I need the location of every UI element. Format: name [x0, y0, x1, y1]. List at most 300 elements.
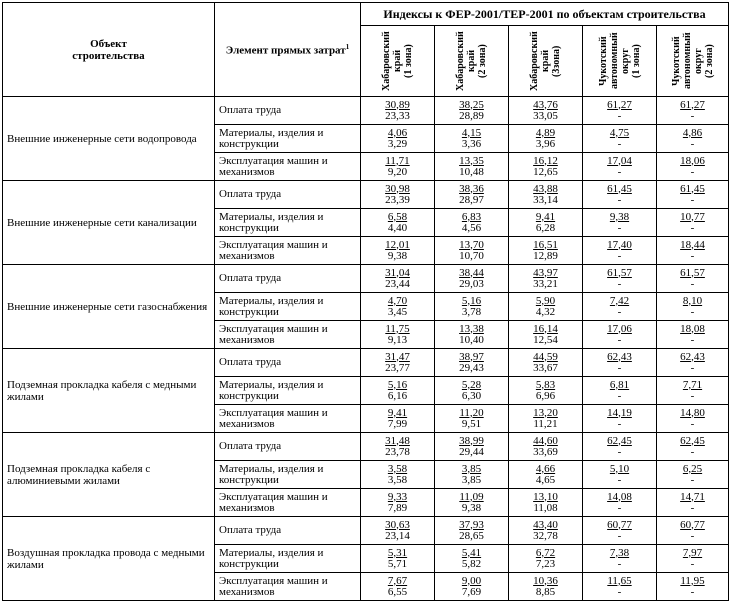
index-fer: 61,57: [607, 266, 632, 279]
index-value: [583, 545, 657, 573]
index-value: [435, 405, 509, 433]
index-ter: -: [690, 193, 695, 206]
index-value: [361, 293, 435, 321]
index-ter: 33,14: [533, 193, 558, 206]
index-value: [361, 377, 435, 405]
index-value: [509, 517, 583, 545]
index-value: [435, 293, 509, 321]
index-ter: -: [690, 137, 695, 150]
index-value: [657, 517, 729, 545]
index-fer: 61,27: [680, 98, 705, 111]
index-value: [435, 377, 509, 405]
index-ter: -: [690, 221, 695, 234]
index-value: [583, 461, 657, 489]
index-fer: 61,57: [680, 266, 705, 279]
index-ter: -: [617, 137, 622, 150]
element-column-header: Элемент прямых затрат$^1$: [215, 3, 361, 97]
index-ter: 28,65: [459, 529, 484, 542]
index-ter: -: [690, 333, 695, 346]
indices-table: [2, 2, 729, 601]
table-row: [3, 265, 729, 293]
index-fer: 13,38: [459, 322, 484, 335]
index-value: [583, 97, 657, 125]
index-ter: 3,96: [535, 137, 556, 150]
index-ter: 11,08: [533, 501, 558, 514]
index-ter: 33,05: [533, 109, 558, 122]
index-fer: 8,10: [682, 294, 703, 307]
index-fer: 62,45: [607, 434, 632, 447]
index-value: [435, 461, 509, 489]
index-ter: 10,48: [459, 165, 484, 178]
index-value: [657, 153, 729, 181]
index-fer: 4,89: [535, 126, 556, 139]
index-ter: 29,43: [459, 361, 484, 374]
object-name: Внешние инженерные сети газоснабжения: [3, 265, 215, 349]
index-ter: 23,39: [385, 193, 410, 206]
index-ter: 33,21: [533, 277, 558, 290]
index-value: [583, 517, 657, 545]
index-fer: 5,90: [535, 294, 556, 307]
index-fer: 30,63: [385, 518, 410, 531]
index-value: [583, 181, 657, 209]
index-ter: -: [690, 529, 695, 542]
cost-element: Эксплуатация машин и механизмов: [215, 321, 361, 349]
index-fer: 44,60: [533, 434, 558, 447]
index-value: [361, 405, 435, 433]
index-ter: 11,21: [533, 417, 558, 430]
index-fer: 7,97: [682, 546, 703, 559]
index-fer: 62,43: [607, 350, 632, 363]
index-ter: 33,69: [533, 445, 558, 458]
index-fer: 14,71: [680, 490, 705, 503]
index-value: [657, 405, 729, 433]
index-ter: -: [690, 305, 695, 318]
index-ter: 28,97: [459, 193, 484, 206]
cost-element: Материалы, изделия и конструкции: [215, 461, 361, 489]
cost-element: Эксплуатация машин и механизмов: [215, 573, 361, 601]
table-row: [3, 97, 729, 125]
index-ter: -: [617, 109, 622, 122]
index-value: [509, 265, 583, 293]
index-fer: 11,65: [607, 574, 632, 587]
index-fer: 3,85: [461, 462, 482, 475]
index-fer: 3,58: [387, 462, 408, 475]
indices-header: Индексы к ФЕР-2001/ТЕР-2001 по объектам строительства: [361, 3, 729, 26]
object-name: Внешние инженерные сети водопровода: [3, 97, 215, 181]
index-ter: 7,23: [535, 557, 556, 570]
index-ter: 10,40: [459, 333, 484, 346]
index-value: [583, 573, 657, 601]
index-value: [583, 349, 657, 377]
index-value: [361, 517, 435, 545]
index-value: [435, 265, 509, 293]
index-ter: 3,58: [387, 473, 408, 486]
index-fer: 16,14: [533, 322, 558, 335]
index-ter: 9,38: [461, 501, 482, 514]
index-fer: 11,20: [459, 406, 484, 419]
index-value: [435, 573, 509, 601]
index-ter: -: [617, 193, 622, 206]
index-ter: -: [690, 165, 695, 178]
index-fer: 10,36: [533, 574, 558, 587]
index-value: [509, 181, 583, 209]
index-fer: 5,31: [387, 546, 408, 559]
region-header: Чукотский автономный округ (1 зона): [583, 26, 657, 97]
index-fer: 31,47: [385, 350, 410, 363]
index-value: [509, 237, 583, 265]
cost-element: Материалы, изделия и конструкции: [215, 545, 361, 573]
index-value: [583, 433, 657, 461]
index-value: [657, 181, 729, 209]
index-value: [509, 545, 583, 573]
index-ter: 6,16: [387, 389, 408, 402]
index-fer: 6,25: [682, 462, 703, 475]
index-ter: 3,78: [461, 305, 482, 318]
index-value: [509, 377, 583, 405]
index-value: [509, 125, 583, 153]
object-name: Подземная прокладка кабеля с алюминиевыми жилами: [3, 433, 215, 517]
index-ter: -: [617, 361, 622, 374]
index-ter: 3,45: [387, 305, 408, 318]
index-ter: 23,44: [385, 277, 410, 290]
index-ter: 33,67: [533, 361, 558, 374]
index-value: [657, 237, 729, 265]
index-fer: 38,97: [459, 350, 484, 363]
index-value: [657, 293, 729, 321]
index-ter: 23,14: [385, 529, 410, 542]
index-ter: 6,55: [387, 585, 408, 598]
cost-element: Материалы, изделия и конструкции: [215, 209, 361, 237]
index-value: [361, 209, 435, 237]
index-fer: 60,77: [607, 518, 632, 531]
cost-element: Материалы, изделия и конструкции: [215, 377, 361, 405]
index-fer: 38,44: [459, 266, 484, 279]
index-ter: 6,96: [535, 389, 556, 402]
index-fer: 13,70: [459, 238, 484, 251]
index-value: [361, 573, 435, 601]
index-fer: 4,15: [461, 126, 482, 139]
index-value: [657, 545, 729, 573]
index-value: [657, 265, 729, 293]
index-ter: 29,44: [459, 445, 484, 458]
cost-element: Материалы, изделия и конструкции: [215, 125, 361, 153]
index-value: [361, 181, 435, 209]
index-value: [509, 461, 583, 489]
index-value: [509, 433, 583, 461]
index-value: [583, 293, 657, 321]
index-fer: 31,48: [385, 434, 410, 447]
index-value: [583, 377, 657, 405]
cost-element: Эксплуатация машин и механизмов: [215, 489, 361, 517]
index-fer: 62,43: [680, 350, 705, 363]
index-fer: 16,12: [533, 154, 558, 167]
index-fer: 60,77: [680, 518, 705, 531]
index-ter: -: [617, 249, 622, 262]
index-ter: 6,28: [535, 221, 556, 234]
index-ter: 23,33: [385, 109, 410, 122]
index-ter: 10,70: [459, 249, 484, 262]
index-fer: 16,51: [533, 238, 558, 251]
index-value: [657, 97, 729, 125]
index-fer: 11,71: [385, 154, 410, 167]
index-value: [361, 433, 435, 461]
index-value: [509, 97, 583, 125]
index-fer: 5,16: [461, 294, 482, 307]
index-fer: 7,67: [387, 574, 408, 587]
cost-element: Оплата труда: [215, 433, 361, 461]
index-fer: 10,77: [680, 210, 705, 223]
index-fer: 5,41: [461, 546, 482, 559]
index-ter: -: [690, 557, 695, 570]
cost-element: Оплата труда: [215, 97, 361, 125]
index-ter: 4,32: [535, 305, 556, 318]
table-row: [3, 181, 729, 209]
index-fer: 9,41: [535, 210, 556, 223]
index-value: [657, 573, 729, 601]
index-fer: 14,19: [607, 406, 632, 419]
index-fer: 43,88: [533, 182, 558, 195]
index-ter: -: [690, 501, 695, 514]
index-ter: -: [690, 417, 695, 430]
table-row: [3, 433, 729, 461]
index-value: [583, 405, 657, 433]
index-fer: 17,06: [607, 322, 632, 335]
index-value: [509, 321, 583, 349]
index-ter: 23,77: [385, 361, 410, 374]
index-value: [509, 573, 583, 601]
index-value: [435, 489, 509, 517]
index-ter: -: [617, 473, 622, 486]
index-ter: 9,51: [461, 417, 482, 430]
index-ter: 12,89: [533, 249, 558, 262]
cost-element: Материалы, изделия и конструкции: [215, 293, 361, 321]
object-column-header: Объект строительства: [3, 3, 215, 97]
index-fer: 17,40: [607, 238, 632, 251]
index-fer: 38,99: [459, 434, 484, 447]
index-ter: 3,29: [387, 137, 408, 150]
index-ter: -: [690, 109, 695, 122]
index-ter: 28,89: [459, 109, 484, 122]
index-fer: 38,36: [459, 182, 484, 195]
cost-element: Эксплуатация машин и механизмов: [215, 153, 361, 181]
index-value: [583, 489, 657, 517]
index-fer: 44,59: [533, 350, 558, 363]
index-ter: -: [690, 389, 695, 402]
table-row: [3, 349, 729, 377]
index-fer: 7,71: [682, 378, 703, 391]
index-fer: 7,38: [609, 546, 630, 559]
index-value: [509, 489, 583, 517]
index-fer: 11,75: [385, 322, 410, 335]
index-value: [361, 489, 435, 517]
index-value: [361, 265, 435, 293]
region-header: Хабаровский край (3зона): [509, 26, 583, 97]
index-fer: 18,08: [680, 322, 705, 335]
index-value: [435, 545, 509, 573]
index-fer: 12,01: [385, 238, 410, 251]
index-fer: 9,00: [461, 574, 482, 587]
cost-element: Эксплуатация машин и механизмов: [215, 405, 361, 433]
index-value: [657, 125, 729, 153]
index-value: [657, 209, 729, 237]
index-ter: -: [617, 221, 622, 234]
index-fer: 9,33: [387, 490, 408, 503]
index-fer: 5,10: [609, 462, 630, 475]
index-fer: 31,04: [385, 266, 410, 279]
index-value: [509, 153, 583, 181]
index-value: [657, 349, 729, 377]
index-fer: 4,70: [387, 294, 408, 307]
index-fer: 9,41: [387, 406, 408, 419]
cost-element: Оплата труда: [215, 517, 361, 545]
index-ter: -: [690, 585, 695, 598]
index-fer: 11,95: [680, 574, 705, 587]
index-fer: 13,35: [459, 154, 484, 167]
index-ter: 7,89: [387, 501, 408, 514]
index-ter: 3,36: [461, 137, 482, 150]
index-fer: 4,06: [387, 126, 408, 139]
index-ter: -: [617, 557, 622, 570]
index-fer: 5,28: [461, 378, 482, 391]
index-value: [361, 97, 435, 125]
index-fer: 14,08: [607, 490, 632, 503]
index-ter: -: [617, 529, 622, 542]
index-ter: -: [617, 165, 622, 178]
index-fer: 14,80: [680, 406, 705, 419]
index-ter: 4,65: [535, 473, 556, 486]
index-ter: 9,20: [387, 165, 408, 178]
index-ter: -: [617, 501, 622, 514]
index-ter: 7,69: [461, 585, 482, 598]
index-ter: -: [617, 585, 622, 598]
table-row: [3, 517, 729, 545]
index-value: [435, 433, 509, 461]
cost-element: Эксплуатация машин и механизмов: [215, 237, 361, 265]
index-ter: -: [690, 361, 695, 374]
index-fer: 5,83: [535, 378, 556, 391]
index-fer: 43,76: [533, 98, 558, 111]
index-ter: -: [690, 277, 695, 290]
index-value: [361, 153, 435, 181]
index-value: [435, 517, 509, 545]
index-ter: -: [617, 277, 622, 290]
index-value: [435, 237, 509, 265]
region-header: Хабаровский край (2 зона): [435, 26, 509, 97]
index-fer: 11,09: [459, 490, 484, 503]
index-fer: 6,83: [461, 210, 482, 223]
index-ter: 4,40: [387, 221, 408, 234]
index-value: [435, 321, 509, 349]
index-fer: 4,86: [682, 126, 703, 139]
index-value: [361, 237, 435, 265]
index-ter: 29,03: [459, 277, 484, 290]
index-value: [583, 153, 657, 181]
index-fer: 6,81: [609, 378, 630, 391]
index-value: [361, 321, 435, 349]
index-value: [361, 545, 435, 573]
region-header: Хабаровский край (1 зона): [361, 26, 435, 97]
index-fer: 61,45: [607, 182, 632, 195]
index-ter: 12,54: [533, 333, 558, 346]
index-ter: 8,85: [535, 585, 556, 598]
object-name: Воздушная прокладка провода с медными жилами: [3, 517, 215, 601]
index-value: [435, 349, 509, 377]
index-value: [583, 265, 657, 293]
index-value: [657, 489, 729, 517]
region-header: Чукотский автономный округ (2 зона): [657, 26, 729, 97]
object-name: Внешние инженерные сети канализации: [3, 181, 215, 265]
cost-element: Оплата труда: [215, 181, 361, 209]
index-ter: 23,78: [385, 445, 410, 458]
index-fer: 6,58: [387, 210, 408, 223]
index-value: [361, 125, 435, 153]
index-value: [657, 377, 729, 405]
index-ter: -: [690, 249, 695, 262]
index-ter: -: [617, 305, 622, 318]
index-value: [657, 321, 729, 349]
index-ter: 7,99: [387, 417, 408, 430]
index-ter: 32,78: [533, 529, 558, 542]
index-fer: 7,42: [609, 294, 630, 307]
index-value: [583, 125, 657, 153]
index-value: [509, 405, 583, 433]
index-value: [657, 433, 729, 461]
index-ter: 5,71: [387, 557, 408, 570]
index-value: [509, 293, 583, 321]
index-fer: 61,45: [680, 182, 705, 195]
object-name: Подземная прокладка кабеля с медными жилами: [3, 349, 215, 433]
index-fer: 61,27: [607, 98, 632, 111]
index-value: [583, 321, 657, 349]
index-fer: 13,10: [533, 490, 558, 503]
index-fer: 4,75: [609, 126, 630, 139]
index-fer: 30,98: [385, 182, 410, 195]
cost-element: Оплата труда: [215, 265, 361, 293]
index-fer: 18,44: [680, 238, 705, 251]
index-ter: 3,85: [461, 473, 482, 486]
index-ter: 4,56: [461, 221, 482, 234]
index-value: [361, 349, 435, 377]
index-value: [509, 349, 583, 377]
index-fer: 30,89: [385, 98, 410, 111]
index-fer: 38,25: [459, 98, 484, 111]
index-ter: 9,38: [387, 249, 408, 262]
index-ter: 5,82: [461, 557, 482, 570]
index-ter: -: [690, 473, 695, 486]
index-ter: -: [690, 445, 695, 458]
index-ter: -: [617, 417, 622, 430]
index-ter: 6,30: [461, 389, 482, 402]
index-value: [583, 209, 657, 237]
index-fer: 5,16: [387, 378, 408, 391]
index-value: [583, 237, 657, 265]
index-fer: 62,45: [680, 434, 705, 447]
index-fer: 43,40: [533, 518, 558, 531]
index-fer: 43,97: [533, 266, 558, 279]
index-value: [435, 153, 509, 181]
index-fer: 9,38: [609, 210, 630, 223]
index-fer: 17,04: [607, 154, 632, 167]
index-value: [509, 209, 583, 237]
index-ter: 12,65: [533, 165, 558, 178]
index-ter: 9,13: [387, 333, 408, 346]
index-value: [361, 461, 435, 489]
cost-element: Оплата труда: [215, 349, 361, 377]
index-ter: -: [617, 333, 622, 346]
index-fer: 18,06: [680, 154, 705, 167]
index-ter: -: [617, 389, 622, 402]
index-value: [435, 209, 509, 237]
